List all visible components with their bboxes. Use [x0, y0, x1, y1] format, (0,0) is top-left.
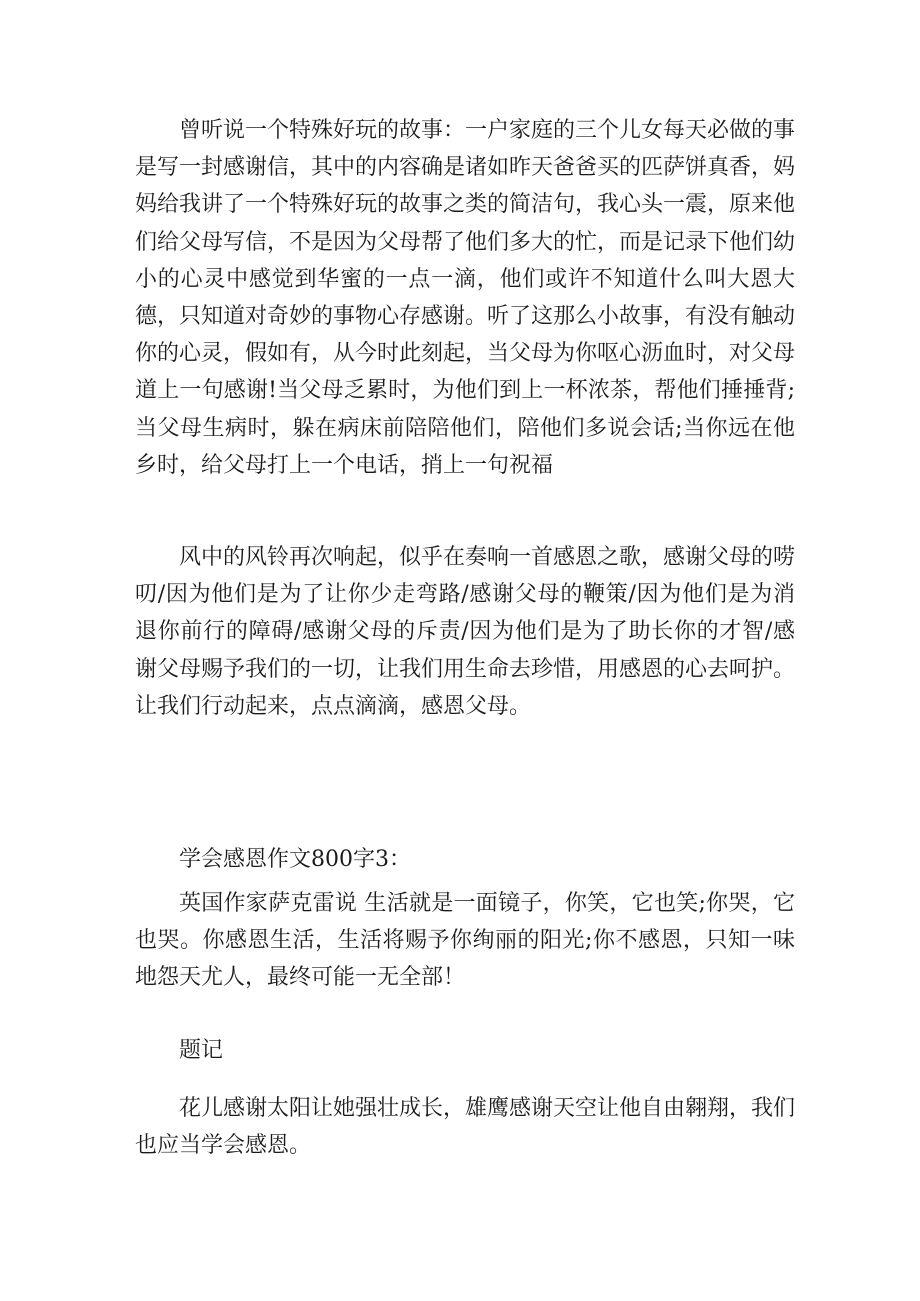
- section-heading-epigraph: 题记: [179, 1038, 224, 1063]
- paragraph-parents-story: 曾听说一个特殊好玩的故事：一户家庭的三个儿女每天必做的事是写一封感谢信，其中的内容确是诸如昨天爸爸买的匹萨饼真香，妈妈给我讲了一个特殊好玩的故事之类的简洁句，我心头一震，原来他们给父母写信，不是因为父母帮了他们多大的忙，而是记录下他们幼小的心灵中感觉到华蜜的一点一滴，他们或许不知道什么叫大恩大德，只知道对奇妙的事物心存感谢。听了这那么小故事，有没有触动你的心灵，假如有，从今时此刻起，当父母为你呕心沥血时，对父母道上一句感谢!当父母乏累时，为他们到上一杯浓茶，帮他们捶捶背;当父母生病时，躲在病床前陪陪他们，陪他们多说会话;当你远在他乡时，给父母打上一个电话，捎上一句祝福: [135, 118, 796, 478]
- paragraph-flowers-eagles: 花儿感谢太阳让她强壮成长，雄鹰感谢天空让他自由翱翔，我们也应当学会感恩。: [135, 1096, 796, 1159]
- paragraph-wind-chime: 风中的风铃再次响起，似乎在奏响一首感恩之歌，感谢父母的唠叨/因为他们是为了让你少走弯路/感谢父母的鞭策/因为他们是为消退你前行的障碍/感谢父母的斥责/因为他们是为了助长你的才智/感谢父母赐予我们的一切，让我们用生命去珍惜，用感恩的心去呵护。让我们行动起来，点点滴滴，感恩父母。: [135, 545, 796, 719]
- section-heading-essay-3: 学会感恩作文800字3：: [179, 847, 411, 872]
- paragraph-thackeray-quote: 英国作家萨克雷说 生活就是一面镜子，你笑，它也笑;你哭，它也哭。你感恩生活，生活将赐予你绚丽的阳光;你不感恩，只知一味地怨天尤人，最终可能一无全部！: [135, 891, 795, 991]
